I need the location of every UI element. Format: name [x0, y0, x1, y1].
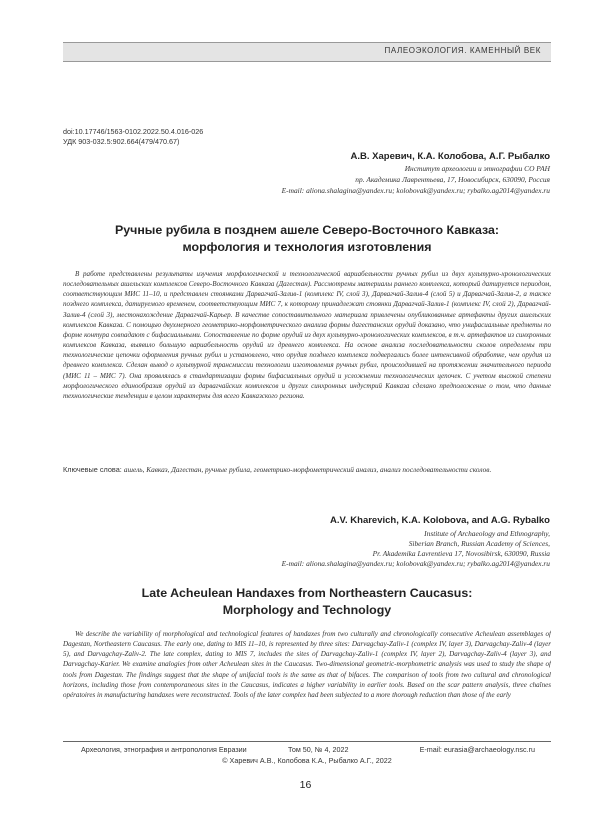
title-en-line-1: Late Acheulean Handaxes from Northeastern Caucasus: [141, 586, 473, 600]
keywords-ru [63, 465, 551, 475]
affiliation-en-institute: Institute of Archaeology and Ethnography, [424, 529, 550, 538]
doi[interactable]: doi:10.17746/1563-0102.2022.50.4.016-026 [63, 127, 204, 136]
title-en-line-2: Morphology and Technology [222, 603, 392, 617]
title-ru-line-1: Ручные рубила в позднем ашеле Северо-Восточного Кавказа: [114, 223, 500, 237]
title-en [63, 585, 551, 619]
affiliation-ru-institute: Институт археологии и этнографии СО РАН [404, 164, 550, 173]
footer-copyright: © Харевич А.В., Колобова К.А., Рыбалко А.Г., 2022 [222, 756, 392, 765]
footer-volume: Том 50, № 4, 2022 [288, 745, 349, 754]
section-title: ПАЛЕОЭКОЛОГИЯ. КАМЕННЫЙ ВЕК [384, 46, 541, 55]
title-ru [63, 222, 551, 256]
affiliation-en-address: Pr. Akademika Lavrentieva 17, Novosibirsk, 630090, Russia [372, 549, 550, 558]
abstract-ru [63, 269, 551, 401]
title-ru-line-2: морфология и технология изготовления [182, 240, 432, 254]
page-number: 16 [299, 779, 312, 791]
affiliation-ru-address: пр. Академика Лаврентьева, 17, Новосибирск, 630090, Россия [355, 175, 550, 184]
abstract-en [63, 629, 551, 733]
abstract-ru-text: В работе представлены результаты изучения морфологической и технологической вариабельности ручных рубил из двух культурно-хронологических последовательных ашельских комплексов Северо-Восточного Кавказа (Дагестан). Рассмотрены материалы раннего комплекса, который датируется периодом, соответствующим МИС 11–10, и представлен стоянками Дарвагчай-Залив-1 (комплекс IV, слой 3), Дарвагчай-Залив-4 (слой 5) и Дарвагчай-Залив-2, а также позднего комплекса, датируемого временем, соответствующим МИС 7, к которому принадлежат стоянки Дарвагчай-Залив-1 (комплекс IV, слой 2), Дарвагчай-Залив-4 (слой 3), местонахождение Дарвагчай-Карьер. В качестве сопоставительного материала привлечены опубликованные артефакты других ашельских комплексов Кавказа. С помощью двухмерного геометрико-морфометрического анализа формы дагестанских орудий доказано, что унифасиальные предметы по форме контура совпадают с бифасиальными. Сопоставление по форме орудий из двух культурно-хронологических комплексов, в т.ч. артефактов из синхронных комплексов Кавказа, выявило большую вариабельность орудий из древнего комплекса. На основе анализа последовательности сколов определены три технологические цепочки оформления ручных рубил и установлено, что орудия позднего комплекса подвергались более интенсивной обработке, чем орудия из древнего комплекса. Сделан вывод о культурной трансмиссии технологии изготовления ручных рубил, происходившей на протяжении значительного периода (МИС 11 – МИС 7). Она проявлялась в стандартизации формы бифасиальных орудий и усложнении технологических цепочек. С учетом высокой степени морфологического единообразия орудий из дарвагчайских комплексов и других синхронных индустрий Кавказа сделано предположение о том, что данные технологические тенденции в целом характерны для всего Кавказского региона. [63, 270, 551, 400]
authors-ru: А.В. Харевич, К.А. Колобова, А.Г. Рыбалко [350, 151, 550, 162]
keywords-text: ашель, Кавказ, Дагестан, ручные рубила, геометрико-морфометрический анализ, анализ последовательности сколов. [123, 465, 492, 474]
email-ru[interactable]: E-mail: aliona.shalagina@yandex.ru; kolobovak@yandex.ru; rybalko.ag2014@yandex.ru [281, 186, 550, 195]
footer-divider [63, 741, 551, 742]
affiliation-en-branch: Siberian Branch, Russian Academy of Sciences, [408, 539, 550, 548]
udk: УДК 903-032.5:902.664(479/470.67) [63, 137, 180, 146]
authors-en: A.V. Kharevich, K.A. Kolobova, and A.G. Rybalko [330, 515, 550, 526]
footer-email[interactable]: E-mail: eurasia@archaeology.nsc.ru [419, 745, 535, 754]
keywords-label: Ключевые слова: [63, 465, 122, 474]
abstract-en-text: We describe the variability of morphological and technological features of handaxes from two culturally and chronologically consecutive Acheulean assemblages of Dagestan, Northeastern Caucasus. The early one, dating to MIS 11–10, is represented by three sites: Darvagchay-Zaliv-1 (complex IV, layer 3), Darvagchay-Zaliv-4 (layer 5), and Darvagchay-Zaliv-2. The late complex, dating to MIS 7, includes the sites of Darvagchay-Zaliv-1 (complex IV, layer 2), Darvagchay-Zaliv-4 (layer 3), and Darvagchay-Karier. We examine analogies from other Acheulean sites in the Caucasus. Two-dimensional geometric-morphometric analysis was used to study the shape of tools from Dagestan. The findings suggest that the shape of unifacial tools is the same as that of bifaces. The comparison of tools from two cultural and chronological horizons, including those from contemporaneous sites in the Caucasus, indicates a higher variability in earlier tools. Based on the scar pattern analysis, three chaînes opératoires in manufacturing handaxes were reconstructed. Tools of the later complex had been subjected to a more thorough reduction than those of the early [63, 630, 551, 699]
section-header-bar [63, 42, 551, 62]
email-en[interactable]: E-mail: aliona.shalagina@yandex.ru; kolobovak@yandex.ru; rybalko.ag2014@yandex.ru [281, 559, 550, 568]
footer-journal: Археология, этнография и антропология Евразии [81, 745, 247, 754]
